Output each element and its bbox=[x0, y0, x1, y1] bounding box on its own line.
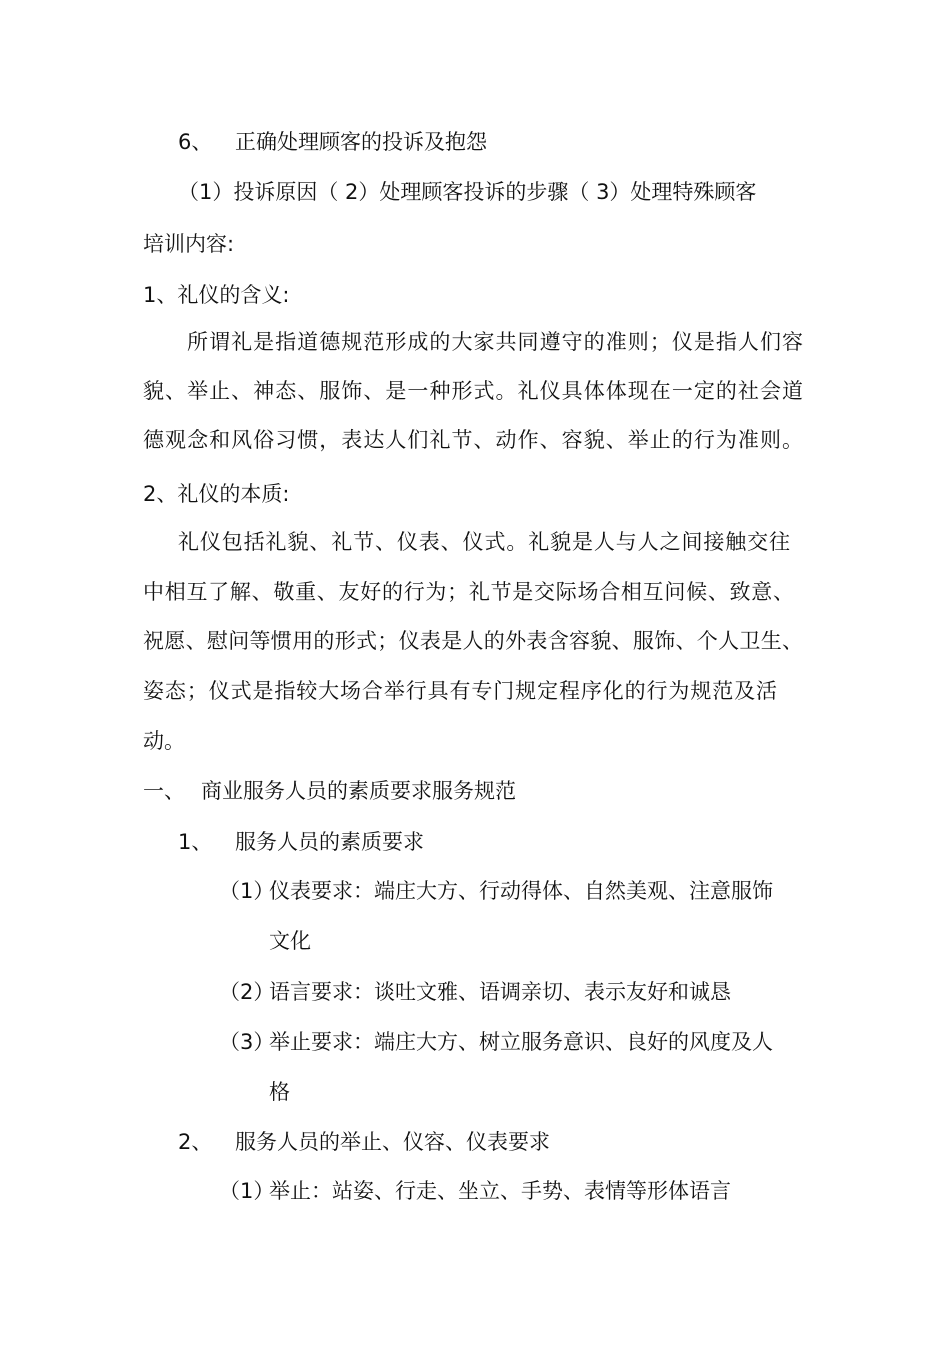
section-2-paragraph-line: 动。 bbox=[143, 729, 185, 753]
heading-1-item-2-number: 2、 bbox=[178, 1130, 213, 1154]
section-2-paragraph-line: 祝愿、慰问等惯用的形式；仪表是人的外表含容貌、服饰、个人卫生、 bbox=[143, 629, 803, 653]
requirement-3-continuation: 格 bbox=[269, 1080, 290, 1104]
requirement-2 bbox=[219, 977, 731, 1007]
requirement-1-number: （1） bbox=[219, 879, 275, 903]
heading-1-item-2 bbox=[178, 1127, 550, 1157]
requirement-1-continuation: 文化 bbox=[269, 929, 311, 953]
requirement-2-text: 语言要求：谈吐文雅、语调亲切、表示友好和诚恳 bbox=[269, 980, 731, 1004]
requirement-3-text: 举止要求：端庄大方、树立服务意识、良好的风度及人 bbox=[269, 1030, 773, 1054]
requirement-3-number: （3） bbox=[219, 1030, 275, 1054]
heading-1-item-1 bbox=[178, 827, 424, 857]
section-1-paragraph-line: 所谓礼是指道德规范形成的大家共同遵守的准则；仪是指人们容 bbox=[187, 330, 803, 354]
training-content-label: 培训内容: bbox=[143, 232, 235, 256]
section-1-paragraph-line: 德观念和风俗习惯，表达人们礼节、动作、容貌、举止的行为准则。 bbox=[143, 428, 803, 452]
item-6-subitems: （1）投诉原因（ 2）处理顾客投诉的步骤（ 3）处理特殊顾客 bbox=[178, 180, 757, 204]
section-1-paragraph-line: 貌、举止、神态、服饰、是一种形式。礼仪具体体现在一定的社会道 bbox=[143, 379, 803, 403]
behavior-1 bbox=[219, 1176, 731, 1206]
section-2-paragraph-line: 中相互了解、敬重、友好的行为；礼节是交际场合相互问候、致意、 bbox=[143, 580, 794, 604]
item-6-number: 6、 bbox=[178, 130, 213, 154]
section-2-title: 2、礼仪的本质: bbox=[143, 482, 290, 506]
requirement-1 bbox=[219, 876, 773, 906]
heading-1-item-1-text: 服务人员的素质要求 bbox=[235, 830, 424, 854]
section-1-title: 1、礼仪的含义: bbox=[143, 283, 290, 307]
heading-1-item-1-number: 1、 bbox=[178, 830, 213, 854]
behavior-1-number: （1） bbox=[219, 1179, 275, 1203]
section-2-paragraph-line: 礼仪包括礼貌、礼节、仪表、仪式。礼貌是人与人之间接触交往 bbox=[178, 530, 790, 554]
item-6-text: 正确处理顾客的投诉及抱怨 bbox=[235, 130, 487, 154]
heading-1-text: 商业服务人员的素质要求服务规范 bbox=[201, 779, 516, 803]
heading-1 bbox=[143, 776, 516, 806]
behavior-1-text: 举止：站姿、行走、坐立、手势、表情等形体语言 bbox=[269, 1179, 731, 1203]
requirement-3 bbox=[219, 1027, 773, 1057]
heading-1-item-2-text: 服务人员的举止、仪容、仪表要求 bbox=[235, 1130, 550, 1154]
requirement-1-text: 仪表要求：端庄大方、行动得体、自然美观、注意服饰 bbox=[269, 879, 773, 903]
heading-1-number: 一、 bbox=[143, 779, 185, 803]
section-2-paragraph-line: 姿态；仪式是指较大场合举行具有专门规定程序化的行为规范及活 bbox=[143, 679, 777, 703]
requirement-2-number: （2） bbox=[219, 980, 275, 1004]
item-6 bbox=[178, 127, 487, 157]
